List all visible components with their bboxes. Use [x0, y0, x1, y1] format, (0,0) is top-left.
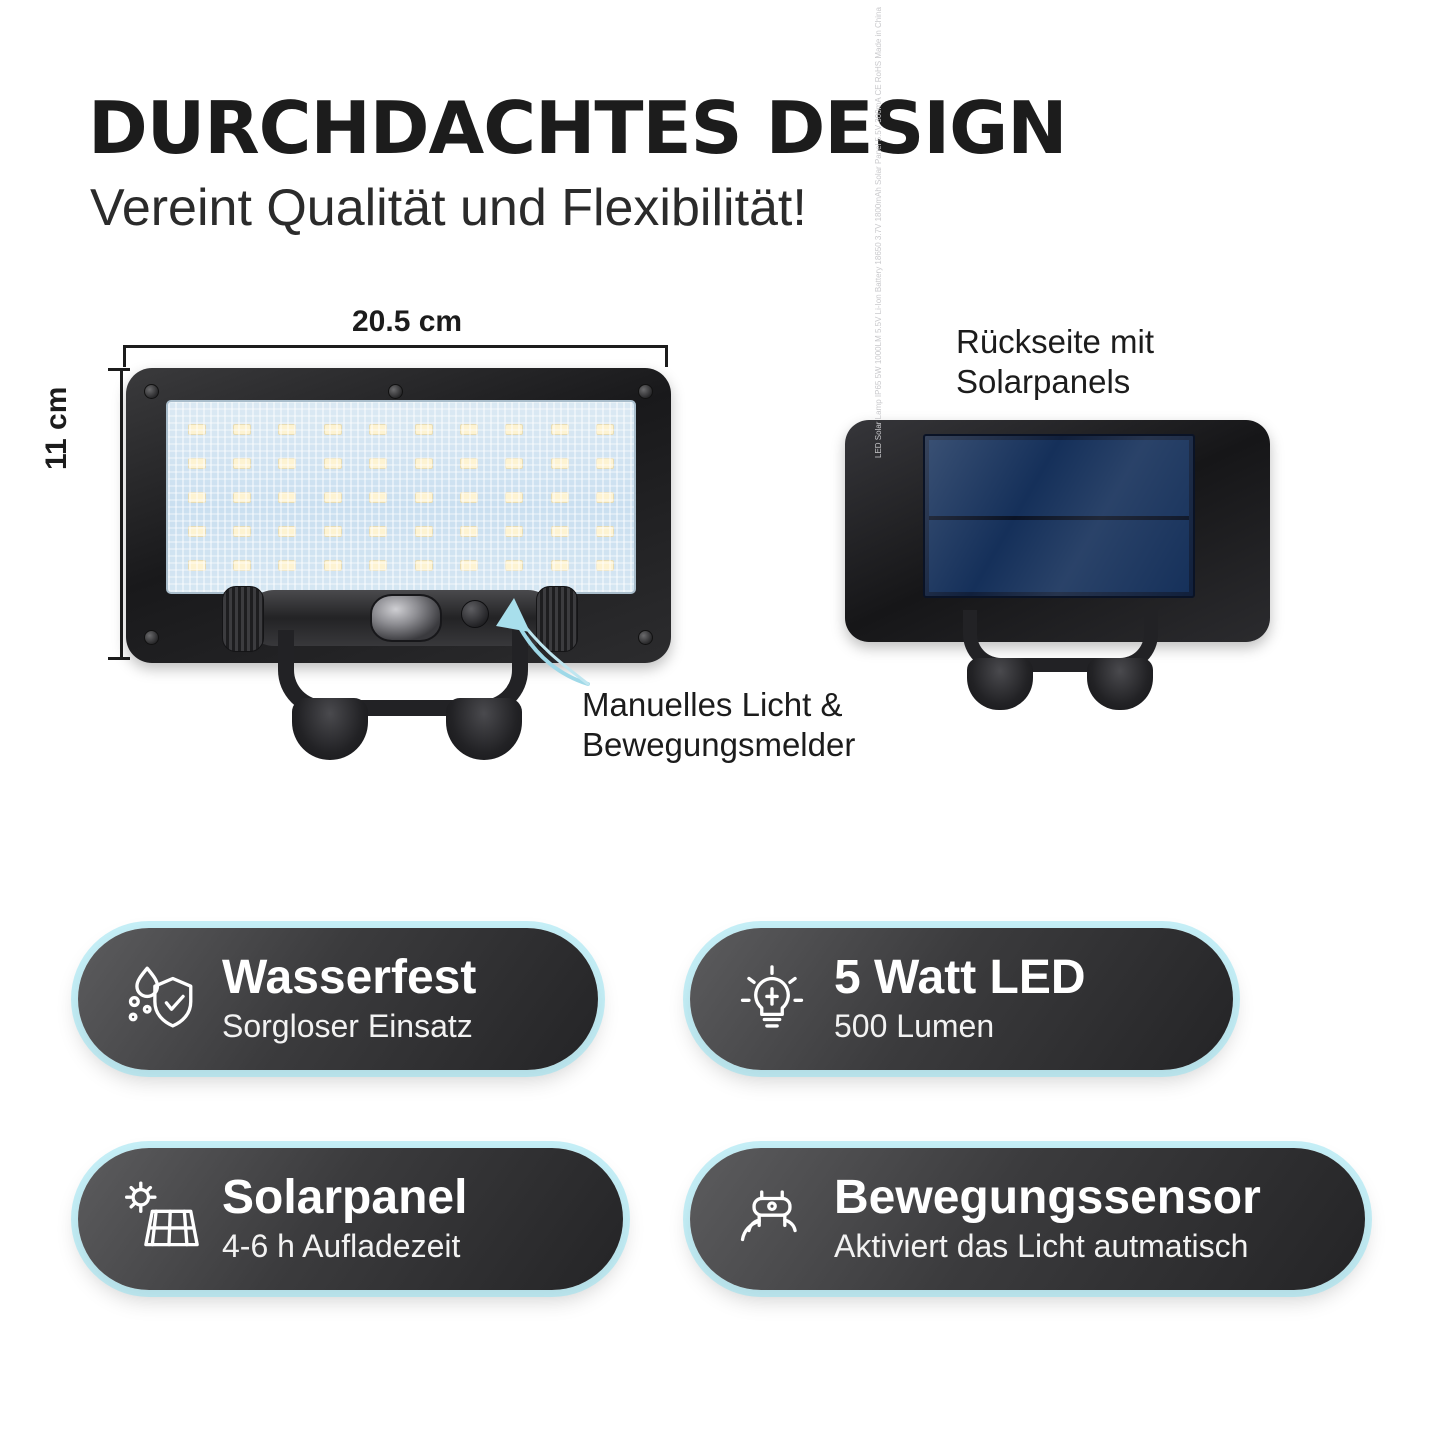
water-drop-shield-icon [112, 951, 208, 1047]
feature-text-block [222, 953, 476, 1045]
feature-text-block [834, 953, 1086, 1045]
suction-cup-left [292, 698, 368, 760]
feature-subtitle: 4-6 h Aufladezeit [222, 1227, 461, 1264]
led-chip [188, 458, 206, 469]
back-view-line-1: Rückseite mit [956, 323, 1155, 360]
led-chip [551, 458, 569, 469]
callout-label [582, 685, 855, 766]
led-chip [415, 526, 433, 537]
solar-panel [923, 434, 1195, 598]
led-chip [551, 424, 569, 435]
feature-pill-motion-sensor [690, 1148, 1365, 1290]
back-view-label [956, 322, 1154, 403]
hinge-knob-left [222, 586, 264, 652]
led-chip [278, 560, 296, 571]
led-chip [596, 424, 614, 435]
feature-text-block [834, 1173, 1261, 1265]
led-chip [188, 560, 206, 571]
led-grid [168, 402, 634, 592]
led-chip [233, 492, 251, 503]
suction-cup-right [446, 698, 522, 760]
led-chip [460, 424, 478, 435]
page-subtitle: Vereint Qualität und Flexibilität! [90, 179, 807, 237]
led-chip [505, 458, 523, 469]
led-chip [324, 526, 342, 537]
led-chip [505, 526, 523, 537]
led-panel [166, 400, 636, 594]
led-chip [278, 424, 296, 435]
led-chip [233, 424, 251, 435]
led-chip [596, 458, 614, 469]
feature-subtitle: 500 Lumen [834, 1007, 995, 1044]
feature-subtitle: Sorgloser Einsatz [222, 1007, 473, 1044]
height-dimension-tick-bottom [108, 657, 130, 660]
led-chip [415, 560, 433, 571]
led-chip [505, 424, 523, 435]
led-chip [324, 424, 342, 435]
feature-subtitle: Aktiviert das Licht autmatisch [834, 1227, 1249, 1264]
screw-icon [638, 630, 653, 645]
led-chip [460, 560, 478, 571]
callout-arrow-icon [470, 580, 600, 690]
led-chip [324, 560, 342, 571]
led-chip [324, 492, 342, 503]
led-chip [505, 492, 523, 503]
feature-pill-led-power [690, 928, 1233, 1070]
led-chip [551, 526, 569, 537]
suction-cup-back-right [1087, 658, 1153, 710]
led-chip [596, 526, 614, 537]
feature-title: Wasserfest [222, 953, 477, 1005]
led-chip [551, 560, 569, 571]
callout-line-1: Manuelles Licht & [582, 686, 843, 723]
led-chip [369, 560, 387, 571]
callout-line-2: Bewegungsmelder [582, 726, 856, 764]
led-chip [278, 492, 296, 503]
led-chip [551, 492, 569, 503]
led-chip [415, 424, 433, 435]
led-chip [460, 492, 478, 503]
solar-panel-sun-icon [112, 1171, 208, 1267]
width-dimension-line [123, 345, 668, 348]
led-chip [369, 424, 387, 435]
led-chip [460, 526, 478, 537]
suction-cup-back-left [967, 658, 1033, 710]
led-chip [596, 492, 614, 503]
led-chip [233, 560, 251, 571]
screw-icon [388, 384, 403, 399]
led-chip [188, 526, 206, 537]
led-chip [278, 526, 296, 537]
led-chip [415, 492, 433, 503]
height-dimension-line [120, 368, 123, 660]
led-chip [233, 458, 251, 469]
led-chip [596, 560, 614, 571]
height-dimension-label: 11 cm [40, 386, 73, 470]
led-chip [278, 458, 296, 469]
led-chip [460, 458, 478, 469]
screw-icon [638, 384, 653, 399]
page-title: DURCHDACHTES DESIGN [88, 86, 1067, 170]
width-dimension-tick-right [665, 345, 668, 367]
width-dimension-label: 20.5 cm [352, 305, 463, 338]
led-chip [369, 458, 387, 469]
led-chip [188, 492, 206, 503]
led-chip [505, 560, 523, 571]
screw-icon [144, 630, 159, 645]
height-dimension-tick-top [108, 368, 130, 371]
led-chip [369, 526, 387, 537]
led-chip [369, 492, 387, 503]
motion-sensor-icon [724, 1171, 820, 1267]
product-spec-print: LED Solar Lamp IP65 5W 1000LM 5.5V Li-Ion Battery 18650 3.7V 1800mAh Solar Panel 5.5V 300mA CE RoHS Made in China [874, 7, 883, 458]
lightbulb-icon [724, 951, 820, 1047]
back-view-line-2: Solarpanels [956, 363, 1131, 401]
feature-pill-waterproof [78, 928, 598, 1070]
feature-title: Bewegungssensor [834, 1173, 1261, 1225]
solar-panel-sheen [925, 436, 1193, 596]
feature-pill-solar [78, 1148, 623, 1290]
width-dimension-tick-left [123, 345, 126, 367]
screw-icon [144, 384, 159, 399]
feature-title: Solarpanel [222, 1173, 468, 1225]
led-chip [233, 526, 251, 537]
led-chip [324, 458, 342, 469]
led-chip [415, 458, 433, 469]
feature-title: 5 Watt LED [834, 953, 1086, 1005]
feature-text-block [222, 1173, 467, 1265]
led-chip [188, 424, 206, 435]
